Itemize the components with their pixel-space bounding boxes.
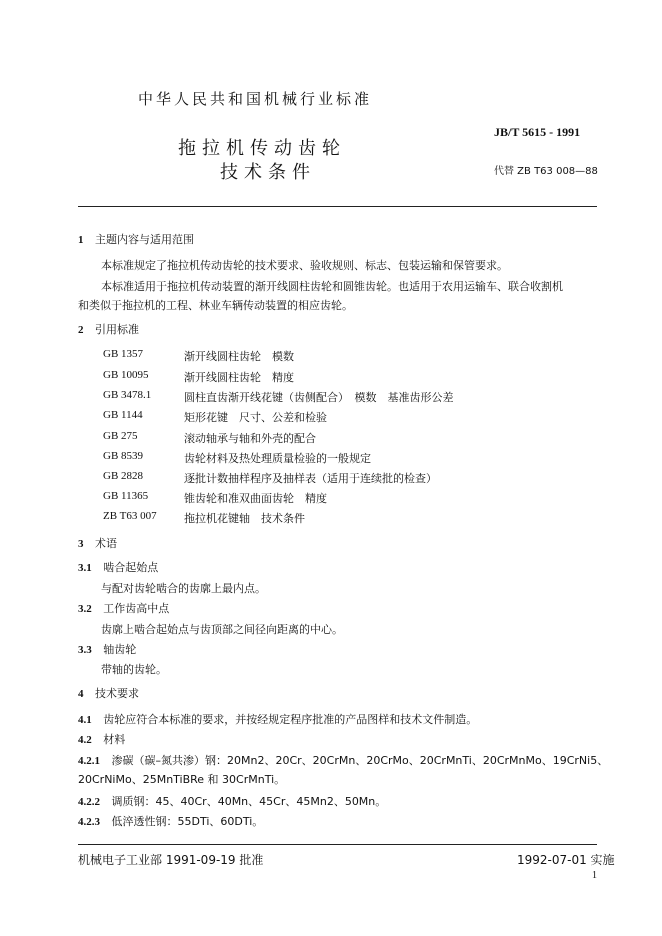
standard-number: JB/T 5615 - 1991 xyxy=(494,125,581,139)
clause-text: 齿轮应符合本标准的要求，并按经规定程序批准的产品图样和技术文件制造。 xyxy=(103,713,478,726)
section-number: 2 xyxy=(78,324,84,336)
section-title: 术语 xyxy=(95,537,117,550)
paragraph-continuation: 和类似于拖拉机的工程、林业车辆传动装置的相应齿轮。 xyxy=(78,299,353,312)
section-title: 主题内容与适用范围 xyxy=(95,233,194,246)
reference-title: 圆柱直齿渐开线花键（齿侧配合） 模数 基准齿形公差 xyxy=(184,391,454,404)
reference-code: GB 10095 xyxy=(103,369,149,381)
section-4-heading xyxy=(78,686,139,702)
section-number: 3 xyxy=(78,538,84,550)
clause-text: 渗碳（碳–氮共渗）钢：20Mn2、20Cr、20CrMn、20CrMo、20CrMnTi、20CrMnMo、19CrNi5、 xyxy=(111,754,609,767)
term-definition: 与配对齿轮啮合的齿廓上最内点。 xyxy=(101,582,266,595)
reference-code: GB 275 xyxy=(103,430,138,442)
clause-number: 3.1 xyxy=(78,562,92,574)
term-definition: 带轴的齿轮。 xyxy=(101,663,167,676)
reference-title: 齿轮材料及热处理质量检验的一般规定 xyxy=(184,452,371,465)
clause-number: 4.2.1 xyxy=(78,755,100,767)
section-2-heading xyxy=(78,322,139,338)
term-title: 啮合起始点 xyxy=(103,561,159,574)
implementation-line: 1992-07-01 实施 xyxy=(517,853,615,867)
paragraph: 本标准适用于拖拉机传动装置的渐开线圆柱齿轮和圆锥齿轮。也适用于农用运输车、联合收割机 xyxy=(101,280,563,293)
section-1-heading xyxy=(78,232,194,248)
clause-number: 3.2 xyxy=(78,603,92,615)
term-3-2 xyxy=(78,601,169,617)
term-3-1 xyxy=(78,560,158,576)
header-divider xyxy=(78,206,597,207)
document-title-line2: 技术条件 xyxy=(220,162,316,183)
section-title: 技术要求 xyxy=(95,687,139,700)
reference-title: 渐开线圆柱齿轮 模数 xyxy=(184,350,294,363)
reference-title: 矩形花键 尺寸、公差和检验 xyxy=(184,411,327,424)
reference-title: 锥齿轮和准双曲面齿轮 精度 xyxy=(184,492,327,505)
reference-title: 逐批计数抽样程序及抽样表（适用于连续批的检查） xyxy=(184,472,437,485)
section-number: 1 xyxy=(78,234,84,246)
clause-text: 低淬透性钢：55DTi、60DTi。 xyxy=(111,815,264,828)
reference-code: GB 11365 xyxy=(103,490,149,502)
clause-text: 调质钢：45、40Cr、40Mn、45Cr、45Mn2、50Mn。 xyxy=(111,795,387,808)
term-title: 轴齿轮 xyxy=(103,643,137,656)
clause-text: 材料 xyxy=(103,733,126,746)
issuing-organization: 中华人民共和国机械行业标准 xyxy=(138,90,373,108)
reference-code: GB 1357 xyxy=(103,348,144,360)
reference-code: GB 3478.1 xyxy=(103,389,152,401)
reference-title: 渐开线圆柱齿轮 精度 xyxy=(184,371,294,384)
footer-divider xyxy=(78,844,597,845)
reference-title: 滚动轴承与轴和外壳的配合 xyxy=(184,432,316,445)
replaces-note: 代替 ZB T63 008—88 xyxy=(494,166,598,177)
clause-4-1 xyxy=(78,712,477,728)
section-3-heading xyxy=(78,536,117,552)
clause-number: 4.2.3 xyxy=(78,816,100,828)
reference-code: GB 2828 xyxy=(103,470,144,482)
document-title-line1: 拖拉机传动齿轮 xyxy=(178,138,346,159)
clause-number: 4.2 xyxy=(78,734,92,746)
reference-code: GB 8539 xyxy=(103,450,144,462)
reference-code: ZB T63 007 xyxy=(103,510,157,522)
term-title: 工作齿高中点 xyxy=(103,602,170,615)
section-title: 引用标准 xyxy=(95,323,139,336)
term-3-3 xyxy=(78,642,136,658)
clause-number: 3.3 xyxy=(78,644,92,656)
clause-4-2 xyxy=(78,732,125,748)
clause-4-2-3 xyxy=(78,814,263,830)
clause-4-2-2 xyxy=(78,794,386,810)
approval-line: 机械电子工业部 1991-09-19 批准 xyxy=(78,853,264,867)
reference-title: 拖拉机花键轴 技术条件 xyxy=(184,512,305,525)
clause-4-2-1 xyxy=(78,753,608,769)
page-number: 1 xyxy=(592,870,597,881)
clause-continuation: 20CrNiMo、25MnTiBRe 和 30CrMnTi。 xyxy=(78,773,286,786)
clause-number: 4.1 xyxy=(78,714,92,726)
paragraph: 本标准规定了拖拉机传动齿轮的技术要求、验收规则、标志、包装运输和保管要求。 xyxy=(101,259,508,272)
section-number: 4 xyxy=(78,688,84,700)
reference-code: GB 1144 xyxy=(103,409,143,421)
clause-number: 4.2.2 xyxy=(78,796,100,808)
term-definition: 齿廓上啮合起始点与齿顶部之间径向距离的中心。 xyxy=(101,623,343,636)
